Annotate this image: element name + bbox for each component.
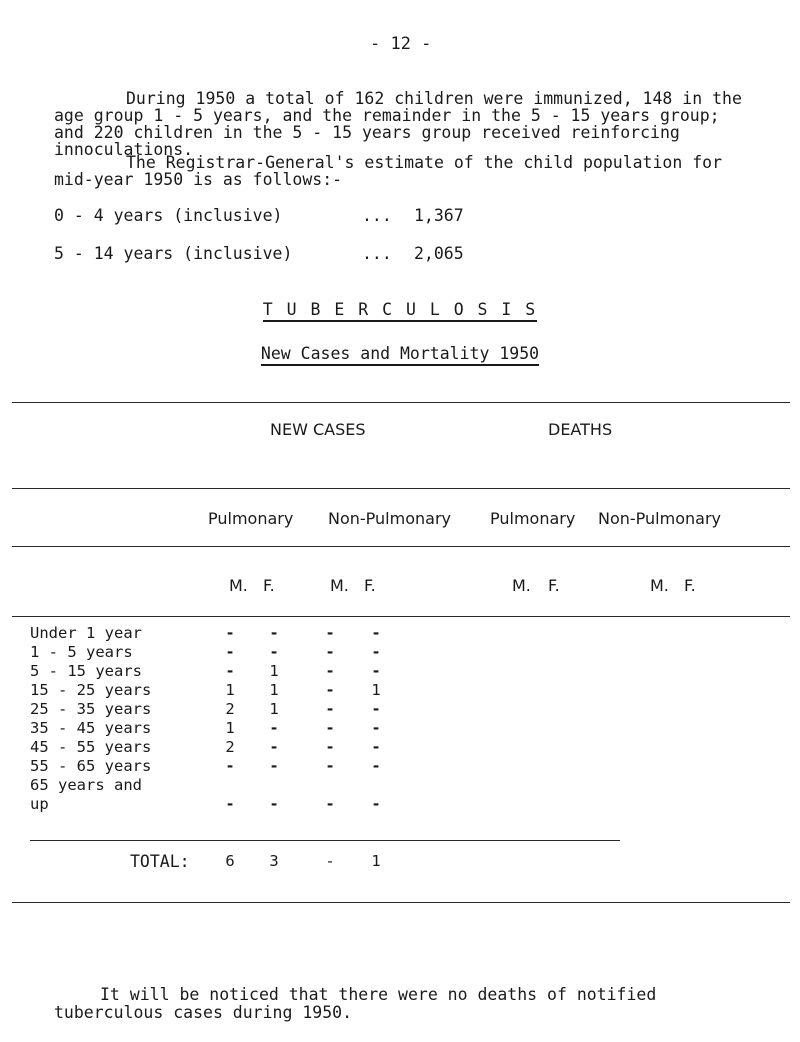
leader-dots: ...: [362, 206, 392, 225]
table-cell: -: [269, 624, 279, 642]
total-cell: 6: [225, 852, 235, 870]
table-cell: -: [371, 643, 381, 661]
page-number: - 12 -: [370, 34, 432, 54]
row-label: 65 years and: [30, 776, 142, 794]
table-cell: -: [371, 757, 381, 775]
section-subtitle-text: New Cases and Mortality 1950: [261, 344, 539, 366]
sub-header: Pulmonary: [208, 509, 294, 528]
table-cell: -: [325, 738, 335, 756]
row-label: 15 - 25 years: [30, 681, 152, 699]
table-cell: 1: [269, 681, 279, 699]
total-cell: -: [325, 852, 335, 870]
population-value: 2,065: [414, 244, 464, 263]
table-cell: 1: [371, 681, 381, 699]
population-intro-paragraph: The Registrar-General's estimate of the child population for mid-year 1950 is as follows:-: [54, 153, 723, 189]
row-label: 1 - 5 years: [30, 643, 133, 661]
row-label: 55 - 65 years: [30, 757, 152, 775]
table-cell: -: [325, 757, 335, 775]
table-cell: 1: [269, 662, 279, 680]
population-value: 1,367: [414, 206, 464, 225]
table-cell: 1: [225, 719, 235, 737]
table-cell: -: [325, 795, 335, 813]
table-cell: 2: [225, 738, 235, 756]
section-subtitle: [0, 344, 800, 363]
table-cell: -: [269, 719, 279, 737]
table-cell: -: [325, 719, 335, 737]
table-cell: -: [225, 662, 235, 680]
table-cell: -: [371, 700, 381, 718]
row-label: 35 - 45 years: [30, 719, 152, 737]
sex-header: M.: [512, 576, 531, 595]
table-rule: [12, 616, 790, 617]
table-rule: [12, 902, 790, 903]
population-label: 0 - 4 years (inclusive): [54, 206, 283, 225]
table-rule: [12, 546, 790, 547]
sex-header: M.: [650, 576, 669, 595]
sub-header: Non-Pulmonary: [328, 509, 451, 528]
table-cell: -: [225, 643, 235, 661]
total-label: TOTAL:: [130, 852, 190, 871]
footer-note: It will be noticed that there were no deaths of notified tuberculous cases during 1950.: [54, 985, 657, 1022]
sub-header: Non-Pulmonary: [598, 509, 721, 528]
table-cell: -: [371, 624, 381, 642]
table-cell: -: [371, 738, 381, 756]
sex-header: F.: [684, 576, 696, 595]
sex-header: M.: [330, 576, 349, 595]
sex-header: M.: [229, 576, 248, 595]
table-cell: -: [325, 624, 335, 642]
table-cell: -: [371, 662, 381, 680]
table-cell: 1: [269, 700, 279, 718]
row-label: Under 1 year: [30, 624, 142, 642]
table-cell: 2: [225, 700, 235, 718]
section-title: [0, 300, 800, 319]
table-cell: -: [325, 681, 335, 699]
total-cell: 1: [371, 852, 381, 870]
sex-header: F.: [548, 576, 560, 595]
table-body-underline: [30, 840, 620, 841]
table-cell: -: [225, 757, 235, 775]
table-cell: -: [269, 757, 279, 775]
group-header-deaths: DEATHS: [548, 420, 613, 439]
population-label: 5 - 14 years (inclusive): [54, 244, 293, 263]
table-cell: 1: [225, 681, 235, 699]
group-header-new-cases: NEW CASES: [270, 420, 366, 439]
table-cell: -: [269, 738, 279, 756]
sub-header: Pulmonary: [490, 509, 576, 528]
table-cell: -: [325, 643, 335, 661]
table-rule: [12, 402, 790, 403]
sex-header: F.: [364, 576, 376, 595]
sex-header: F.: [263, 576, 275, 595]
table-cell: -: [371, 795, 381, 813]
row-label: 25 - 35 years: [30, 700, 152, 718]
section-title-text: T U B E R C U L O S I S: [263, 300, 537, 322]
table-cell: -: [225, 795, 235, 813]
row-label: up: [30, 795, 49, 813]
total-cell: 3: [269, 852, 279, 870]
table-cell: -: [371, 719, 381, 737]
table-cell: -: [225, 624, 235, 642]
immunization-paragraph: During 1950 a total of 162 children were immunized, 148 in the age group 1 - 5 years, and the remainder in the 5 - 15 years group; and 220 children in the 5 - 15 years group received reinforcing innoculations.: [54, 89, 742, 159]
table-cell: -: [325, 700, 335, 718]
leader-dots: ...: [362, 244, 392, 263]
row-label: 45 - 55 years: [30, 738, 152, 756]
table-cell: -: [269, 643, 279, 661]
table-rule: [12, 488, 790, 489]
table-cell: -: [325, 662, 335, 680]
table-cell: -: [269, 795, 279, 813]
row-label: 5 - 15 years: [30, 662, 142, 680]
